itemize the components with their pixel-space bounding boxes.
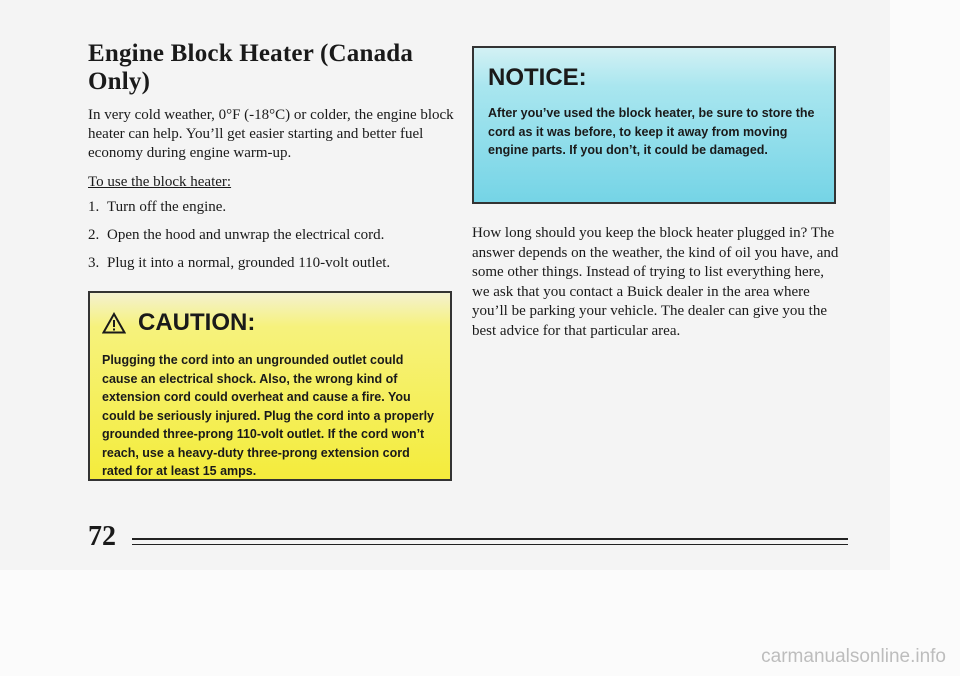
left-column xyxy=(88,40,458,481)
site-watermark: carmanualsonline.info xyxy=(761,646,946,667)
intro-paragraph: In very cold weather, 0°F (-18°C) or colder, the engine block heater can help. You’ll get easier starting and better fuel economy during engine warm-up. xyxy=(88,107,454,161)
warning-triangle-icon xyxy=(102,312,126,334)
right-column xyxy=(472,46,860,341)
caution-text: Plugging the cord into an ungrounded outlet could cause an electrical shock. Also, the wrong kind of extension cord could overheat and cause a fire. You could be seriously injured. Plug the cord into a properly grounded three-prong 110-volt outlet. If the cord won’t reach, use a heavy-duty three-prong extension cord rated for at least 15 amps. xyxy=(102,353,434,478)
step-text: Open the hood and unwrap the electrical cord. xyxy=(107,227,385,243)
step-text: Turn off the engine. xyxy=(107,199,227,215)
footer-rule-thin xyxy=(132,544,848,545)
notice-title: NOTICE: xyxy=(488,64,587,91)
caution-box xyxy=(88,291,452,481)
section-heading: Engine Block Heater (Canada Only) xyxy=(88,40,414,95)
notice-text: After you’ve used the block heater, be sure to store the cord as it was before, to keep it away from moving engine parts. If you don’t, it could be damaged. xyxy=(488,106,815,157)
footer-rule xyxy=(132,538,848,540)
page-number: 72 xyxy=(88,521,116,552)
list-item xyxy=(88,254,458,273)
step-number: 2. xyxy=(88,227,100,243)
caution-title: CAUTION: xyxy=(138,309,256,336)
list-item xyxy=(88,198,458,217)
instructions-subheading: To use the block heater: xyxy=(88,174,232,190)
step-text: Plug it into a normal, grounded 110-volt outlet. xyxy=(107,255,391,271)
plug-in-duration-paragraph: How long should you keep the block heater plugged in? The answer depends on the weather, the kind of oil you have, and some other things. Instead of trying to list everything here, we ask that you contact a Buick dealer in the area where you’ll be parking your vehicle. The dealer can give you the best advice for that particular area. xyxy=(472,225,839,339)
caution-header xyxy=(102,309,436,337)
step-number: 3. xyxy=(88,255,100,271)
list-item xyxy=(88,226,458,245)
notice-box xyxy=(472,46,836,204)
step-number: 1. xyxy=(88,199,100,215)
steps-list xyxy=(88,198,458,273)
